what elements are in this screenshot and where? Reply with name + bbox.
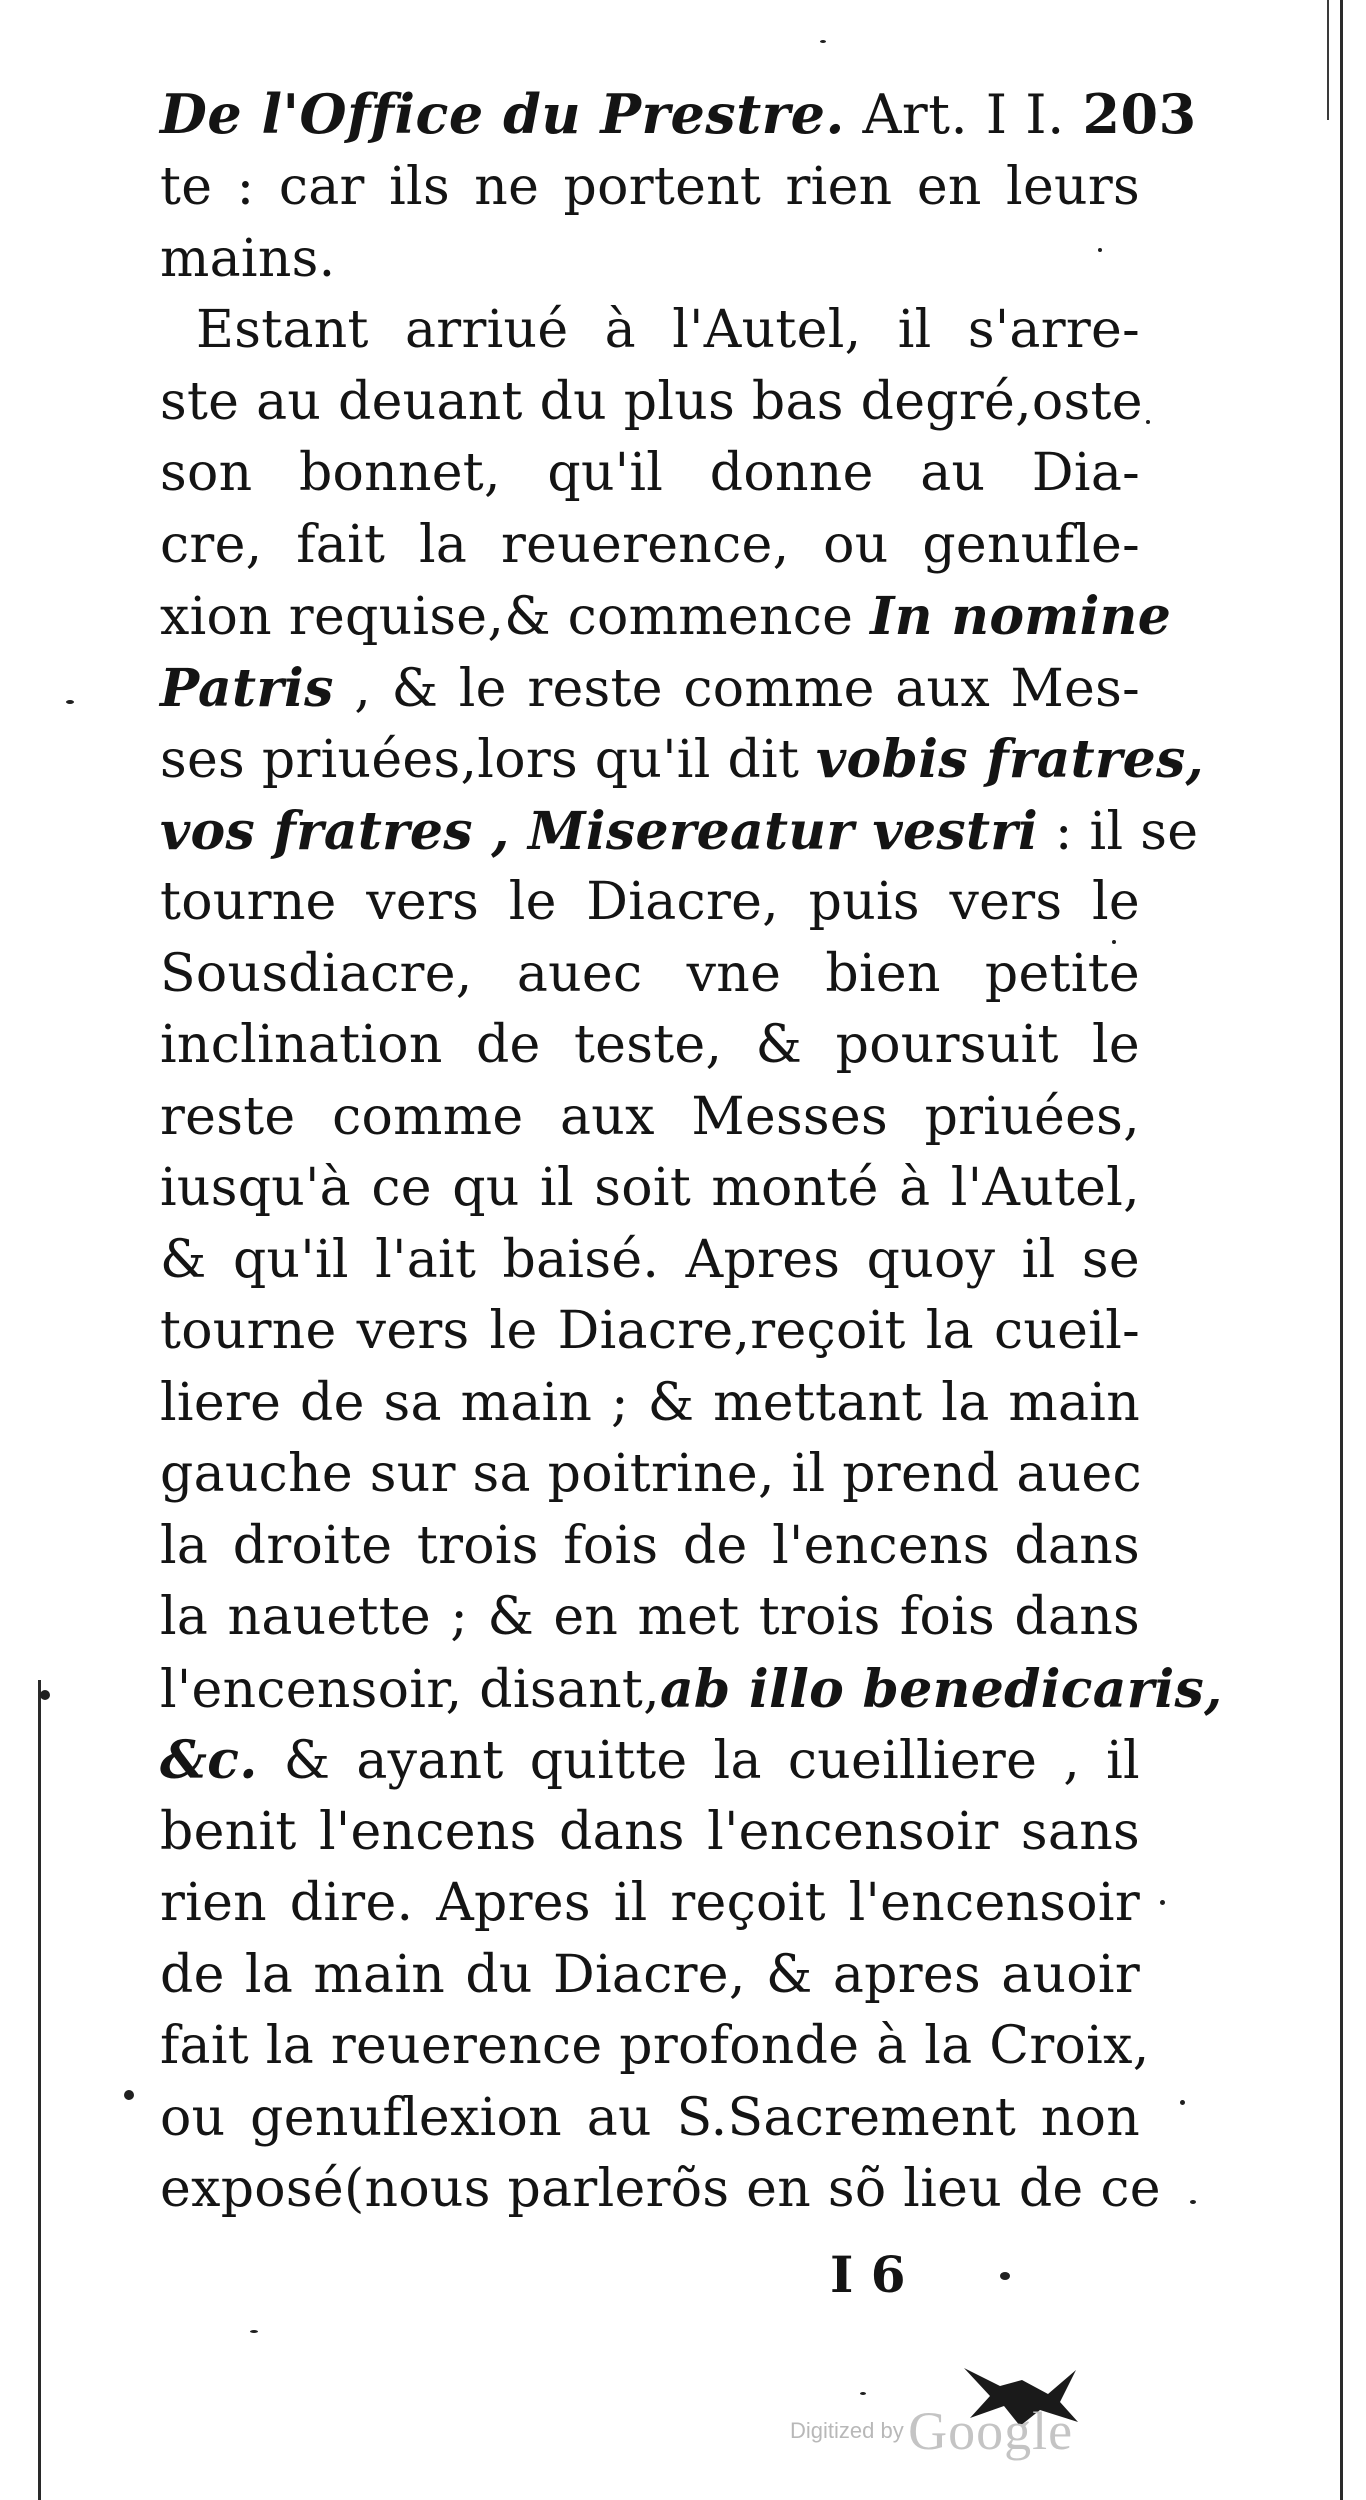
text-line: benit l'encens dans l'encensoir sans	[160, 1801, 1140, 1862]
speck	[1160, 1900, 1165, 1905]
text-line: iusqu'à ce qu il soit monté à l'Autel,	[160, 1158, 1140, 1218]
text-line: fait la reuerence profonde à la Croix,	[160, 2016, 1150, 2076]
text-line	[160, 1654, 1223, 1726]
speck	[1112, 940, 1116, 944]
italic-phrase: In nomine	[870, 586, 1172, 647]
text-line: gauche sur sa poitrine, il prend auec	[160, 1444, 1142, 1504]
text-line: inclination de teste, & poursuit le	[160, 1015, 1140, 1075]
page-gutter-line	[38, 1680, 41, 2500]
text-segment: & ayant quitte la cueilliere , il	[257, 1731, 1140, 1791]
text-line: cre, fait la reuerence, ou genufle-	[160, 514, 1140, 575]
speck	[124, 2090, 134, 2100]
text-line	[160, 1725, 1140, 1797]
speck	[250, 2330, 258, 2333]
speck	[40, 1690, 50, 1700]
text-line: reste comme aux Messes priuées,	[160, 1086, 1140, 1147]
text-line: Estant arriué à l'Autel, il s'arre-	[196, 300, 1140, 360]
speck	[1000, 2272, 1010, 2280]
text-line: tourne vers le Diacre, puis vers le	[160, 872, 1140, 932]
italic-phrase: ab illo benedicaris,	[659, 1658, 1223, 1720]
italic-phrase: Patris	[160, 657, 334, 719]
signature-mark: I 6	[830, 2245, 906, 2304]
text-line	[160, 581, 1172, 653]
italic-phrase: vos fratres , Misereatur vestri	[160, 800, 1039, 862]
italic-phrase: &c.	[160, 1730, 258, 1791]
text-segment: xion requise,& commence	[160, 587, 871, 647]
running-head	[160, 78, 1197, 151]
page-edge-line-thin	[1327, 0, 1329, 120]
text-line: son bonnet, qu'il donne au Dia-	[160, 443, 1140, 503]
speck	[1190, 2200, 1196, 2204]
text-line: de la main du Diacre, & apres auoir	[160, 1944, 1140, 2005]
text-line	[160, 796, 1199, 868]
running-head-article: Art. I I.	[862, 83, 1065, 146]
text-segment: : il se	[1038, 801, 1199, 862]
text-line: mains.	[160, 228, 336, 289]
text-line: te : car ils ne portent rien en leurs	[160, 157, 1140, 217]
text-line: rien dire. Apres il reçoit l'encensoir	[160, 1873, 1140, 1933]
speck	[860, 2392, 866, 2395]
watermark-logo: Google	[908, 2401, 1074, 2461]
speck	[1146, 420, 1150, 424]
speck	[1180, 2100, 1185, 2105]
speck	[1098, 248, 1102, 252]
text-line	[160, 653, 1140, 725]
text-segment: l'encensoir, disant,	[160, 1659, 660, 1720]
text-line: la droite trois fois de l'encens dans	[160, 1515, 1140, 1576]
speck	[820, 40, 826, 43]
text-segment: ses priuées,lors qu'il dit	[160, 730, 817, 790]
italic-phrase: vobis fratres,	[816, 729, 1204, 790]
text-line: & qu'il l'ait baisé. Apres quoy il se	[160, 1229, 1140, 1290]
body-text	[160, 152, 1223, 2226]
digitized-watermark	[790, 2400, 1073, 2462]
text-line: la nauette ; & en met trois fois dans	[160, 1587, 1140, 1647]
text-line: ste au deuant du plus bas degré,oste	[160, 371, 1143, 432]
text-line: ou genuflexion au S.Sacrement non	[160, 2087, 1140, 2148]
watermark-prefix: Digitized by	[790, 2418, 904, 2443]
speck	[66, 700, 74, 704]
text-line: exposé(nous parlerõs en sõ lieu de ce	[160, 2159, 1161, 2219]
page-number: 203	[1082, 82, 1197, 146]
text-line	[160, 724, 1204, 796]
text-segment: , & le reste comme aux Mes-	[333, 658, 1140, 719]
text-line: tourne vers le Diacre,reçoit la cueil-	[160, 1301, 1140, 1361]
page-edge-line	[1340, 0, 1343, 2500]
text-line: liere de sa main ; & mettant la main	[160, 1372, 1140, 1433]
text-line: Sousdiacre, auec vne bien petite	[160, 943, 1140, 1004]
running-head-title: De l'Office du Prestre.	[160, 82, 845, 146]
